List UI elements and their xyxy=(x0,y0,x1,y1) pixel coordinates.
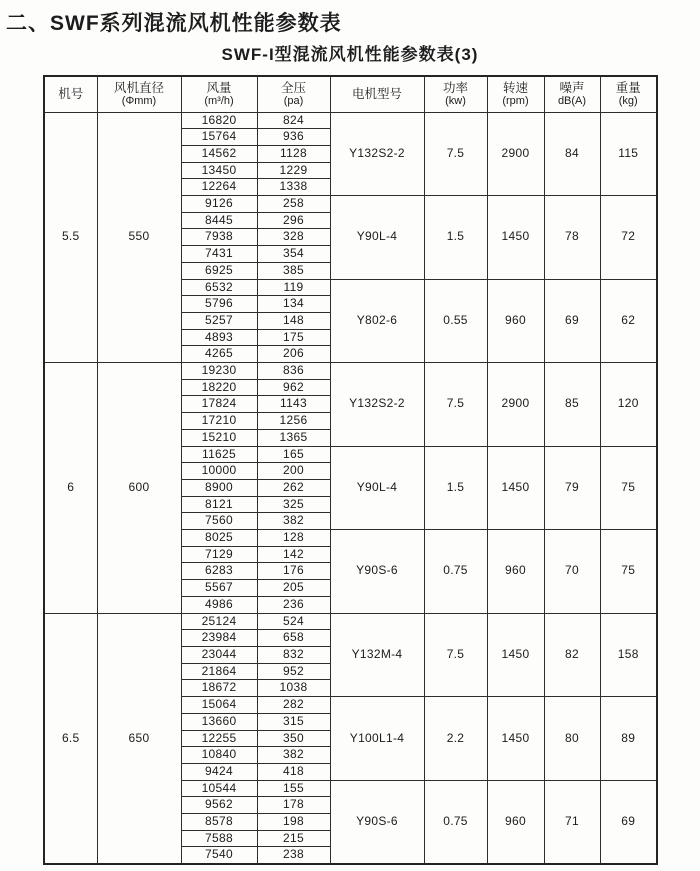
airflow-cell: 8025 xyxy=(181,530,257,547)
pressure-cell: 952 xyxy=(257,663,330,680)
column-label: 机号 xyxy=(58,87,84,102)
pressure-cell: 418 xyxy=(257,763,330,780)
column-unit: (kg) xyxy=(618,94,638,107)
power-cell: 7.5 xyxy=(424,363,487,447)
airflow-cell: 8121 xyxy=(181,496,257,513)
airflow-cell: 7129 xyxy=(181,546,257,563)
power-cell: 2.2 xyxy=(424,697,487,781)
model-no-cell: 5.5 xyxy=(44,112,97,363)
column-label: 全压 xyxy=(280,80,306,95)
column-label: 功率 xyxy=(442,80,468,95)
column-label: 转速 xyxy=(502,80,528,95)
weight-cell: 75 xyxy=(600,530,657,614)
header-row xyxy=(44,76,657,112)
column-header-motor-model xyxy=(330,76,424,112)
power-cell: 1.5 xyxy=(424,446,487,530)
pressure-cell: 962 xyxy=(257,379,330,396)
speed-cell: 1450 xyxy=(487,613,544,697)
pressure-cell: 128 xyxy=(257,530,330,547)
airflow-cell: 18220 xyxy=(181,379,257,396)
pressure-cell: 836 xyxy=(257,363,330,380)
airflow-cell: 15764 xyxy=(181,129,257,146)
airflow-cell: 6283 xyxy=(181,563,257,580)
airflow-cell: 7938 xyxy=(181,229,257,246)
speed-cell: 2900 xyxy=(487,112,544,196)
column-label: 重量 xyxy=(615,80,641,95)
column-header-diameter xyxy=(97,76,181,112)
column-label: 风量 xyxy=(206,80,232,95)
power-cell: 0.75 xyxy=(424,780,487,864)
weight-cell: 75 xyxy=(600,446,657,530)
pressure-cell: 824 xyxy=(257,112,330,129)
airflow-cell: 9126 xyxy=(181,196,257,213)
pressure-cell: 198 xyxy=(257,814,330,831)
airflow-cell: 8900 xyxy=(181,479,257,496)
noise-cell: 80 xyxy=(544,697,600,781)
pressure-cell: 236 xyxy=(257,596,330,613)
pressure-cell: 350 xyxy=(257,730,330,747)
fan-performance-table xyxy=(43,75,658,865)
pressure-cell: 936 xyxy=(257,129,330,146)
pressure-cell: 119 xyxy=(257,279,330,296)
motor-model-cell: Y90S-6 xyxy=(330,780,424,864)
column-unit: dB(A) xyxy=(557,94,587,107)
pressure-cell: 175 xyxy=(257,329,330,346)
pressure-cell: 200 xyxy=(257,463,330,480)
airflow-cell: 15064 xyxy=(181,697,257,714)
column-unit: (m³/h) xyxy=(204,94,234,107)
airflow-cell: 17824 xyxy=(181,396,257,413)
pressure-cell: 155 xyxy=(257,780,330,797)
column-unit: (Φmm) xyxy=(121,94,157,107)
airflow-cell: 6532 xyxy=(181,279,257,296)
pressure-cell: 258 xyxy=(257,196,330,213)
column-header-speed xyxy=(487,76,544,112)
column-label: 电机型号 xyxy=(351,87,402,102)
noise-cell: 84 xyxy=(544,112,600,196)
pressure-cell: 296 xyxy=(257,212,330,229)
airflow-cell: 5567 xyxy=(181,580,257,597)
airflow-cell: 11625 xyxy=(181,446,257,463)
pressure-cell: 1229 xyxy=(257,162,330,179)
power-cell: 1.5 xyxy=(424,196,487,280)
pressure-cell: 1338 xyxy=(257,179,330,196)
pressure-cell: 325 xyxy=(257,496,330,513)
pressure-cell: 658 xyxy=(257,630,330,647)
speed-cell: 960 xyxy=(487,780,544,864)
table-row xyxy=(44,112,657,129)
airflow-cell: 19230 xyxy=(181,363,257,380)
pressure-cell: 328 xyxy=(257,229,330,246)
column-header-airflow xyxy=(181,76,257,112)
power-cell: 7.5 xyxy=(424,112,487,196)
power-cell: 0.55 xyxy=(424,279,487,363)
speed-cell: 1450 xyxy=(487,697,544,781)
speed-cell: 960 xyxy=(487,530,544,614)
pressure-cell: 382 xyxy=(257,513,330,530)
airflow-cell: 12264 xyxy=(181,179,257,196)
pressure-cell: 354 xyxy=(257,246,330,263)
weight-cell: 120 xyxy=(600,363,657,447)
airflow-cell: 25124 xyxy=(181,613,257,630)
table-body xyxy=(44,112,657,864)
column-header-weight xyxy=(600,76,657,112)
airflow-cell: 7560 xyxy=(181,513,257,530)
column-unit: (pa) xyxy=(283,94,304,107)
airflow-cell: 21864 xyxy=(181,663,257,680)
page-title: 二、SWF系列混流风机性能参数表 xyxy=(6,12,342,35)
airflow-cell: 9424 xyxy=(181,763,257,780)
pressure-cell: 832 xyxy=(257,647,330,664)
pressure-cell: 1038 xyxy=(257,680,330,697)
pressure-cell: 176 xyxy=(257,563,330,580)
pressure-cell: 382 xyxy=(257,747,330,764)
diameter-cell: 550 xyxy=(97,112,181,363)
noise-cell: 78 xyxy=(544,196,600,280)
motor-model-cell: Y802-6 xyxy=(330,279,424,363)
airflow-cell: 5257 xyxy=(181,312,257,329)
airflow-cell: 4986 xyxy=(181,596,257,613)
speed-cell: 1450 xyxy=(487,196,544,280)
pressure-cell: 142 xyxy=(257,546,330,563)
noise-cell: 69 xyxy=(544,279,600,363)
airflow-cell: 17210 xyxy=(181,413,257,430)
motor-model-cell: Y100L1-4 xyxy=(330,697,424,781)
airflow-cell: 23044 xyxy=(181,647,257,664)
noise-cell: 82 xyxy=(544,613,600,697)
airflow-cell: 16820 xyxy=(181,112,257,129)
pressure-cell: 1256 xyxy=(257,413,330,430)
airflow-cell: 18672 xyxy=(181,680,257,697)
pressure-cell: 262 xyxy=(257,479,330,496)
airflow-cell: 10000 xyxy=(181,463,257,480)
motor-model-cell: Y132M-4 xyxy=(330,613,424,697)
noise-cell: 70 xyxy=(544,530,600,614)
weight-cell: 89 xyxy=(600,697,657,781)
motor-model-cell: Y90S-6 xyxy=(330,530,424,614)
column-unit: (rpm) xyxy=(502,94,529,107)
pressure-cell: 385 xyxy=(257,262,330,279)
column-header-power xyxy=(424,76,487,112)
airflow-cell: 10544 xyxy=(181,780,257,797)
pressure-cell: 1365 xyxy=(257,429,330,446)
airflow-cell: 7588 xyxy=(181,830,257,847)
motor-model-cell: Y132S2-2 xyxy=(330,363,424,447)
column-header-pressure xyxy=(257,76,330,112)
airflow-cell: 14562 xyxy=(181,145,257,162)
pressure-cell: 238 xyxy=(257,847,330,864)
airflow-cell: 23984 xyxy=(181,630,257,647)
table-header xyxy=(44,76,657,112)
motor-model-cell: Y132S2-2 xyxy=(330,112,424,196)
pressure-cell: 178 xyxy=(257,797,330,814)
pressure-cell: 1128 xyxy=(257,145,330,162)
diameter-cell: 600 xyxy=(97,363,181,614)
airflow-cell: 8445 xyxy=(181,212,257,229)
model-no-cell: 6.5 xyxy=(44,613,97,864)
airflow-cell: 12255 xyxy=(181,730,257,747)
motor-model-cell: Y90L-4 xyxy=(330,196,424,280)
column-label: 风机直径 xyxy=(113,80,164,95)
pressure-cell: 215 xyxy=(257,830,330,847)
pressure-cell: 315 xyxy=(257,713,330,730)
pressure-cell: 206 xyxy=(257,346,330,363)
model-no-cell: 6 xyxy=(44,363,97,614)
noise-cell: 79 xyxy=(544,446,600,530)
pressure-cell: 134 xyxy=(257,296,330,313)
airflow-cell: 6925 xyxy=(181,262,257,279)
pressure-cell: 148 xyxy=(257,312,330,329)
column-header-noise xyxy=(544,76,600,112)
power-cell: 0.75 xyxy=(424,530,487,614)
column-unit: (kw) xyxy=(445,94,466,107)
speed-cell: 1450 xyxy=(487,446,544,530)
power-cell: 7.5 xyxy=(424,613,487,697)
pressure-cell: 524 xyxy=(257,613,330,630)
airflow-cell: 9562 xyxy=(181,797,257,814)
weight-cell: 158 xyxy=(600,613,657,697)
weight-cell: 69 xyxy=(600,780,657,864)
airflow-cell: 5796 xyxy=(181,296,257,313)
airflow-cell: 10840 xyxy=(181,747,257,764)
speed-cell: 960 xyxy=(487,279,544,363)
table-row xyxy=(44,363,657,380)
airflow-cell: 13450 xyxy=(181,162,257,179)
pressure-cell: 282 xyxy=(257,697,330,714)
column-header-model-no xyxy=(44,76,97,112)
airflow-cell: 7431 xyxy=(181,246,257,263)
weight-cell: 62 xyxy=(600,279,657,363)
diameter-cell: 650 xyxy=(97,613,181,864)
pressure-cell: 1143 xyxy=(257,396,330,413)
airflow-cell: 15210 xyxy=(181,429,257,446)
airflow-cell: 4265 xyxy=(181,346,257,363)
table-row xyxy=(44,613,657,630)
speed-cell: 2900 xyxy=(487,363,544,447)
pressure-cell: 165 xyxy=(257,446,330,463)
airflow-cell: 7540 xyxy=(181,847,257,864)
column-label: 噪声 xyxy=(559,80,585,95)
table-title: SWF-I型混流风机性能参数表(3) xyxy=(221,45,479,64)
pressure-cell: 205 xyxy=(257,580,330,597)
airflow-cell: 4893 xyxy=(181,329,257,346)
motor-model-cell: Y90L-4 xyxy=(330,446,424,530)
weight-cell: 72 xyxy=(600,196,657,280)
noise-cell: 85 xyxy=(544,363,600,447)
weight-cell: 115 xyxy=(600,112,657,196)
noise-cell: 71 xyxy=(544,780,600,864)
airflow-cell: 13660 xyxy=(181,713,257,730)
airflow-cell: 8578 xyxy=(181,814,257,831)
